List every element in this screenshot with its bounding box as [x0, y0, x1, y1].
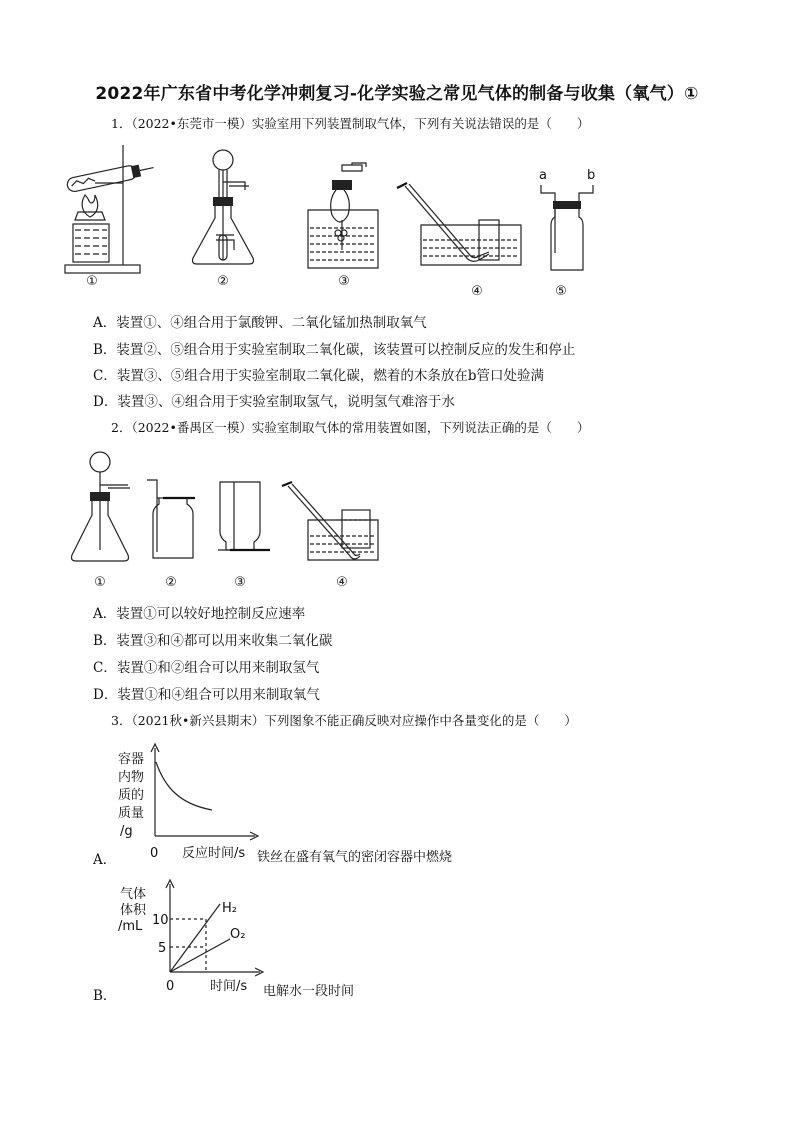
graph-b-ytick-5: 5 [158, 941, 167, 956]
q2-option-b: B．装置③和④都可以用来收集二氧化碳 [93, 633, 333, 649]
graph-a-origin: 0 [150, 846, 159, 861]
q2-apparatus-2 [145, 470, 205, 590]
graph-a-ylabel-5: /g [120, 824, 133, 839]
q1-apparatus-5 [535, 165, 605, 299]
graph-b-caption: 电解水一段时间 [263, 984, 355, 999]
q2-label-1: ① [94, 575, 106, 590]
graph-b-ytick-10: 10 [152, 913, 169, 928]
q2-apparatus-3 [210, 470, 270, 590]
q1-label-5: ⑤ [555, 284, 567, 299]
q1-tube-b-label: b [587, 168, 596, 183]
q2-label-4: ④ [336, 575, 348, 590]
graph-b-series-o2-label: O₂ [230, 927, 246, 942]
graph-b-ylabel-2: 体积 [120, 903, 147, 918]
graph-a-ylabel-2: 内物 [118, 770, 145, 785]
q1-tube-a-label: a [539, 168, 547, 183]
q3-option-b-letter: B． [93, 988, 117, 1004]
q1-apparatus-1 [55, 140, 165, 289]
graph-b-series-h2-label: H₂ [222, 901, 237, 916]
q2-label-2: ② [165, 575, 177, 590]
q2-apparatus-4 [280, 480, 390, 590]
question-2-stem: 2．（2022•番禺区一模）实验室制取气体的常用装置如图，下列说法正确的是（ ） [111, 420, 590, 435]
graph-b-origin: 0 [166, 979, 175, 994]
graph-b-series-h2-line [170, 904, 220, 972]
q3-graph-a [110, 740, 490, 870]
q3-option-a-letter: A． [93, 852, 117, 868]
q1-apparatus-4 [395, 180, 535, 299]
q2-option-c: C．装置①和②组合可以用来制取氢气 [93, 660, 320, 676]
q3-graph-b [110, 876, 490, 1006]
q2-option-d: D．装置①和④组合可以用来制取氧气 [93, 687, 320, 703]
q1-apparatus-2 [185, 140, 265, 289]
graph-a-ylabel-4: 质量 [118, 806, 145, 821]
q1-option-c: C．装置③、⑤组合用于实验室制取二氧化碳，燃着的木条放在b管口处验满 [93, 368, 544, 384]
graph-a-ylabel-3: 质的 [118, 788, 145, 803]
q1-option-b: B．装置②、⑤组合用于实验室制取二氧化碳，该装置可以控制反应的发生和停止 [93, 342, 576, 358]
graph-b-ylabel-1: 气体 [120, 887, 147, 902]
q1-label-4: ④ [471, 284, 483, 299]
graph-a-xlabel: 反应时间/s [182, 846, 246, 861]
q1-label-3: ③ [338, 274, 350, 289]
q1-option-a: A．装置①、④组合用于氯酸钾、二氧化锰加热制取氧气 [93, 315, 427, 331]
q2-label-3: ③ [234, 575, 246, 590]
graph-a-caption: 铁丝在盛有氧气的密闭容器中燃烧 [257, 850, 453, 865]
question-1-stem: 1．（2022•东莞市一模）实验室用下列装置制取气体，下列有关说法错误的是（ ） [111, 116, 590, 131]
graph-b-xlabel: 时间/s [210, 979, 248, 994]
question-3-stem: 3．（2021秋•新兴县期末）下列图象不能正确反映对应操作中各量变化的是（ ） [111, 713, 577, 728]
graph-b-ylabel-3: /mL [118, 919, 143, 934]
graph-a-curve [156, 762, 212, 810]
graph-a-ylabel-1: 容器 [118, 752, 145, 767]
q1-option-d: D．装置③、④组合用于实验室制取氢气，说明氢气难溶于水 [93, 394, 455, 410]
q2-option-a: A．装置①可以较好地控制反应速率 [93, 606, 306, 622]
page-title: 2022年广东省中考化学冲刺复习-化学实验之常见气体的制备与收集（氧气）① [95, 84, 699, 104]
q1-label-2: ② [217, 274, 229, 289]
q2-apparatus-1 [68, 440, 148, 590]
graph-b-series-o2-line [170, 939, 230, 972]
q1-apparatus-3 [300, 160, 390, 289]
q1-label-1: ① [86, 274, 98, 289]
